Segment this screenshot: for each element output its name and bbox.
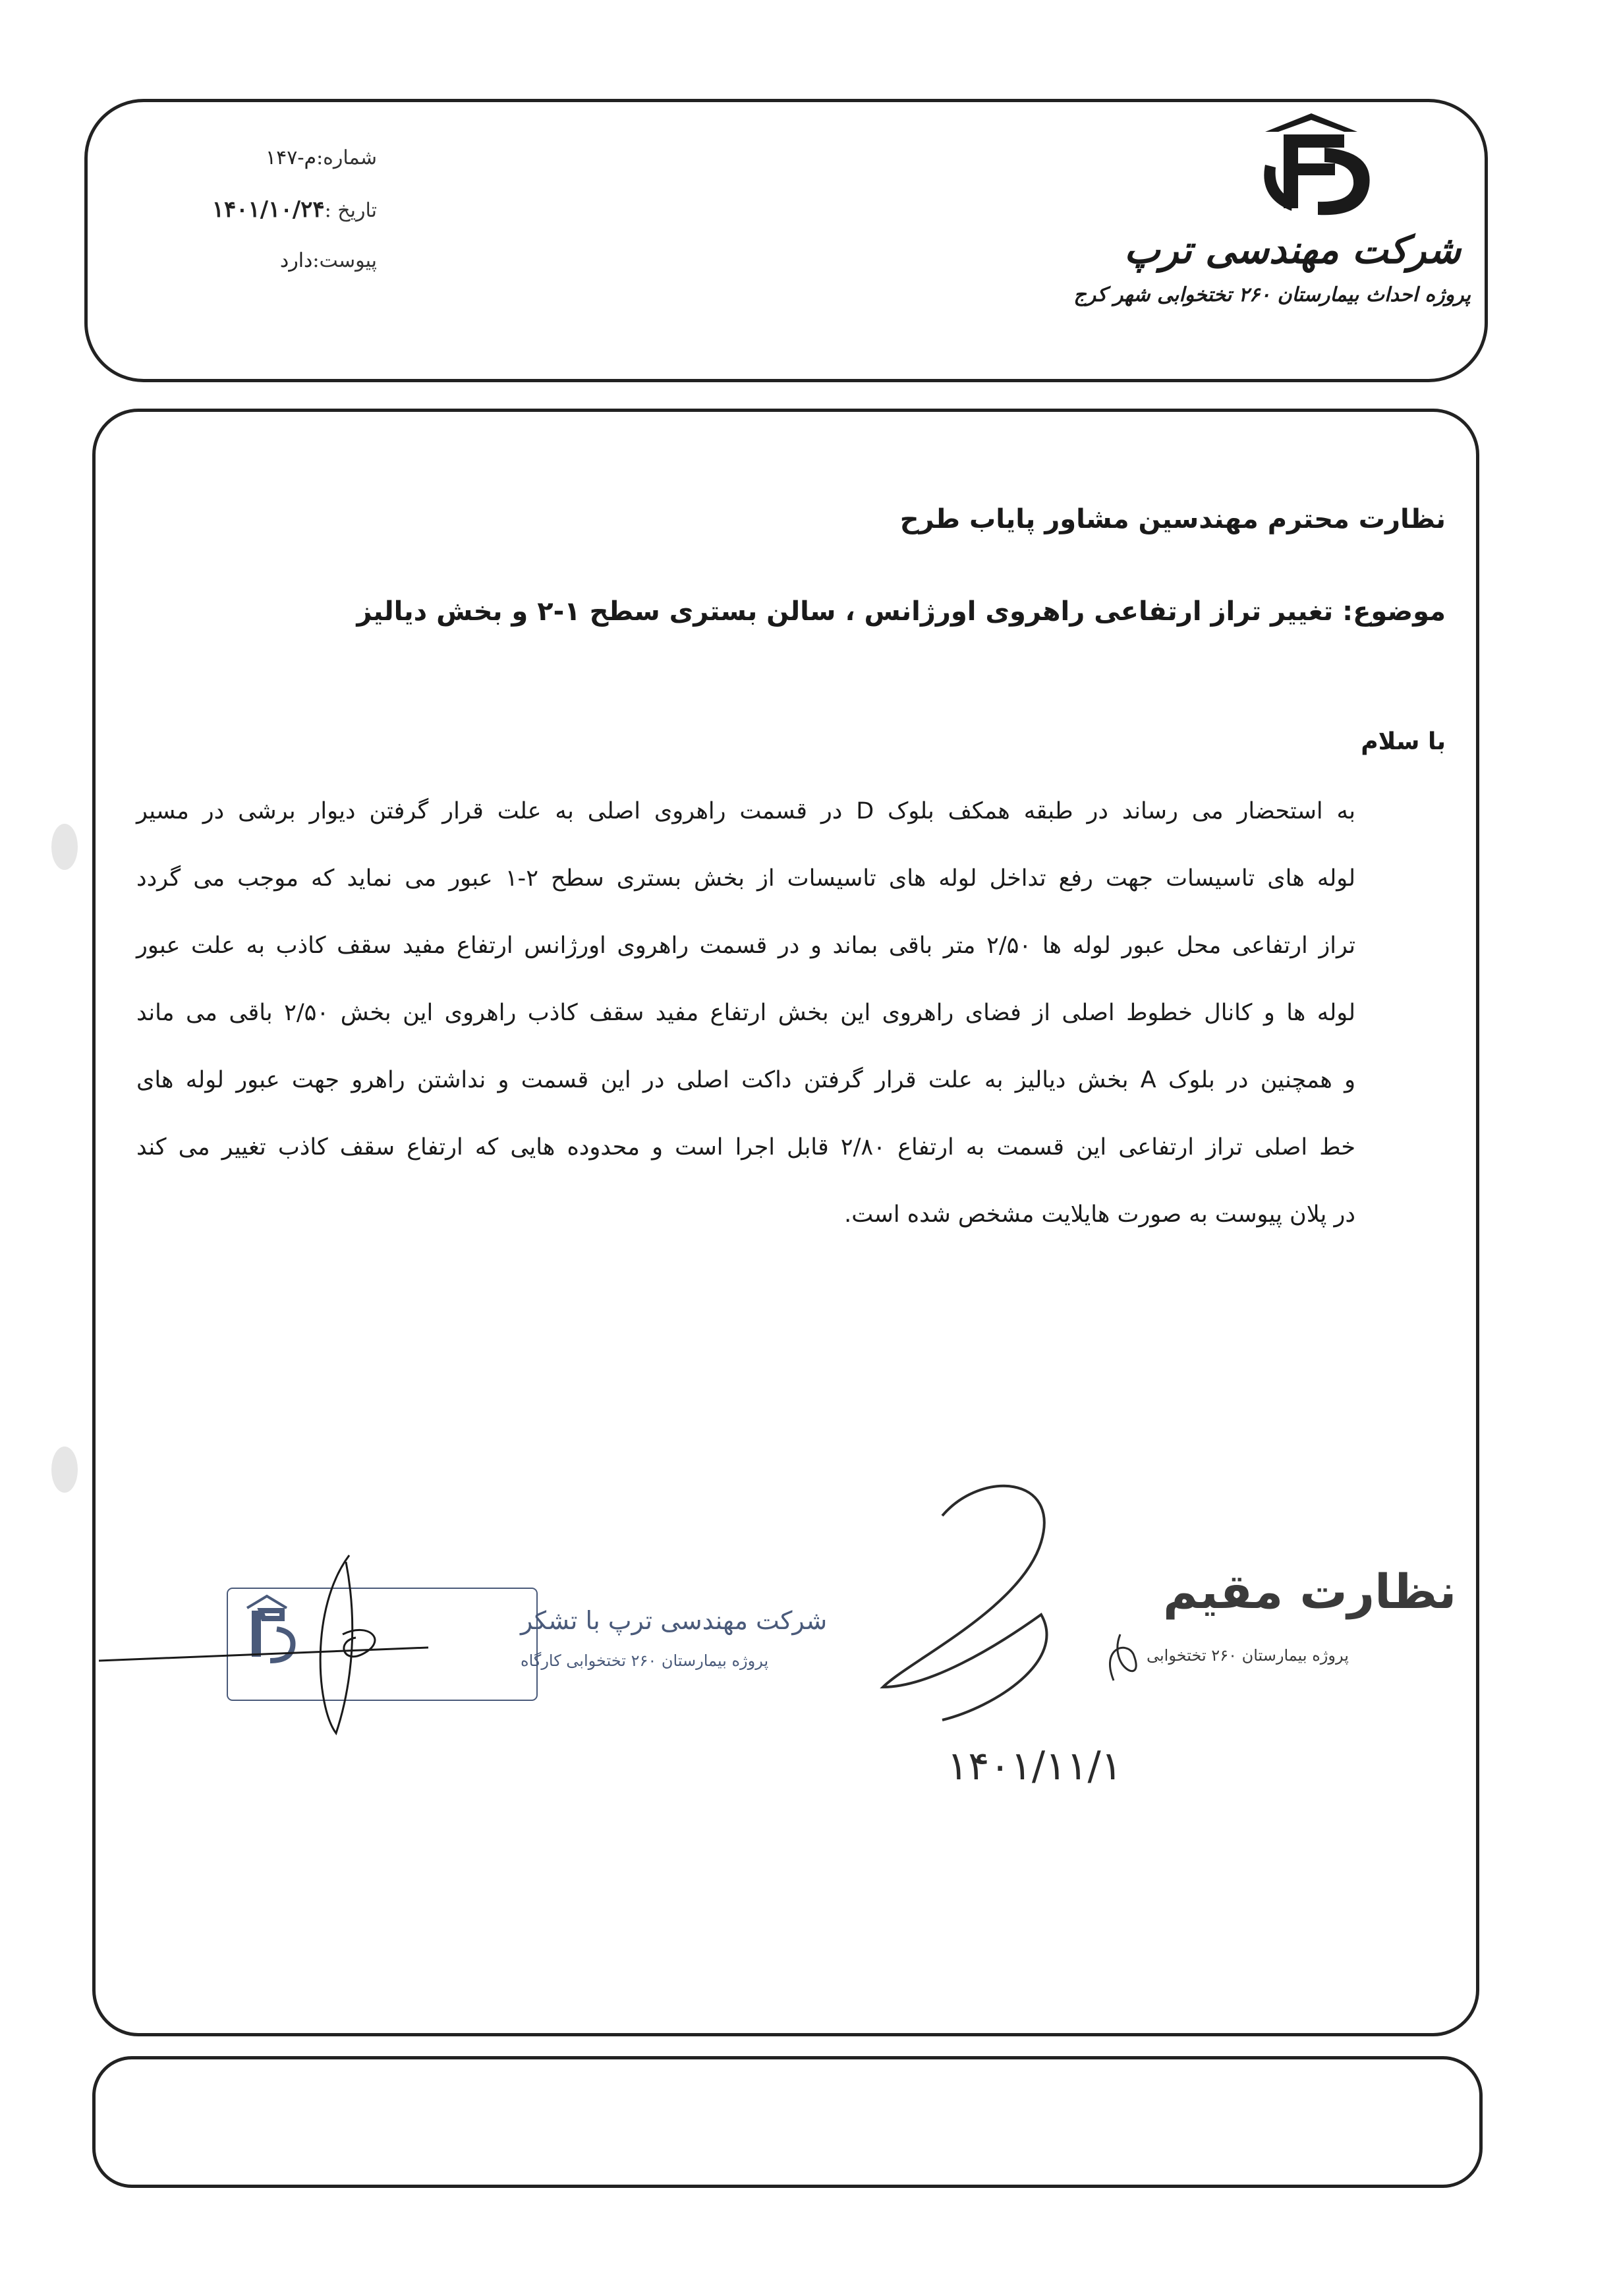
letter-greeting: با سلام	[1361, 728, 1446, 755]
supervision-sign-date: ۱۴۰۱/۱۱/۱	[946, 1743, 1123, 1789]
punch-hole	[51, 824, 78, 870]
body-line: خط اصلی تراز ارتفاعی این قسمت به ارتفاع ۲/۸۰ قابل اجرا است و محدوده هایی که ارتفاع سقف کاذب تغییر می کند	[136, 1134, 1356, 1161]
footer-frame	[92, 2056, 1483, 2188]
supervision-signature	[870, 1470, 1457, 1812]
supervision-stamp-subtext: پروژه بیمارستان ۲۶۰ تختخوابی	[1147, 1646, 1349, 1665]
letter-body	[136, 778, 1355, 1248]
letter-number	[266, 146, 377, 169]
letter-subject: موضوع: تغییر تراز ارتفاعی راهروی اورژانس ، سالن بستری سطح ۱-۲ و بخش دیالیز	[356, 596, 1446, 627]
letter-date	[212, 196, 377, 223]
company-stamp-subtext: پروژه بیمارستان ۲۶۰ تختخوابی کارگاه	[521, 1651, 769, 1670]
supervision-stamp-text: نظارت مقیم	[1163, 1564, 1457, 1619]
letter-attachment-label: پیوست:	[312, 249, 377, 272]
letter-addressee: نظارت محترم مهندسین مشاور پایاب طرح	[899, 504, 1446, 534]
company-project-name: پروژه احداث بیمارستان ۲۶۰ تختخوابی شهر کرج	[1073, 283, 1471, 306]
company-logo-icon	[1232, 112, 1390, 224]
company-name: شرکت مهندسی ترپ	[1124, 227, 1461, 272]
letter-date-label: تاریخ :	[324, 199, 377, 222]
punch-hole	[51, 1447, 78, 1493]
body-line: لوله های تاسیسات جهت رفع تداخل لوله های تاسیسات از بخش بستری سطح ۲-۱ عبور می نماید که موجب می گردد	[136, 865, 1356, 892]
body-line: تراز ارتفاعی محل عبور لوله ها ۲/۵۰ متر باقی بماند و در قسمت راهروی اورژانس ارتفاع مفید سقف کاذب به علت عبور	[136, 933, 1355, 959]
company-stamp-text: شرکت مهندسی ترپ با تشکر	[521, 1606, 828, 1635]
letter-attachment-value: دارد	[279, 249, 313, 272]
body-line: در پلان پیوست به صورت هایلایت مشخص شده است.	[844, 1201, 1355, 1228]
body-line: به استحضار می رساند در طبقه همکف بلوک D در قسمت راهروی اصلی به علت قرار گرفتن دیوار برشی در مسیر	[136, 798, 1355, 824]
letter-attachment	[280, 249, 377, 272]
company-stamp	[211, 1568, 828, 1720]
body-line: لوله ها و کانال خطوط اصلی از فضای راهروی این بخش ارتفاع مفید سقف کاذب راهروی این بخش ۲/۵۰ باقی می ماند	[136, 1000, 1355, 1026]
letter-number-label: شماره:	[316, 146, 377, 169]
body-line: و همچنین در بلوک A بخش دیالیز به علت قرار گرفتن داکت اصلی در این قسمت و نداشتن راهرو جهت عبور لوله های	[136, 1067, 1355, 1093]
letter-date-value: ۱۴۰۱/۱۰/۲۴	[212, 196, 325, 223]
letter-number-value: م-۱۴۷	[266, 146, 317, 169]
